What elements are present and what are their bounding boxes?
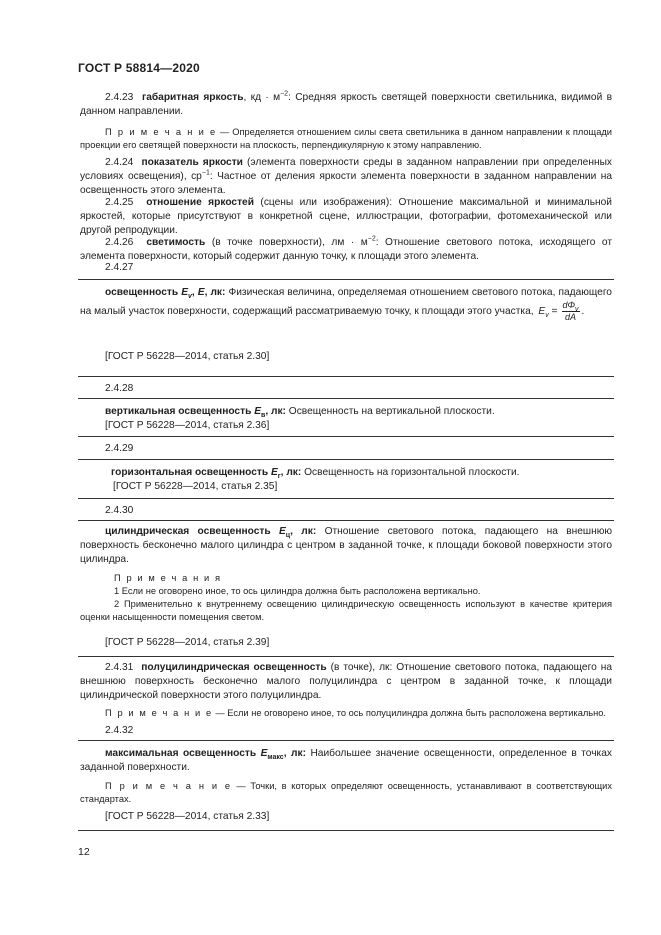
term-number: 2.4.30 <box>105 505 134 516</box>
term-2-4-29: горизонтальная освещенность $E_г$, лк: Освещенность на горизонтальной плоскости. <box>111 467 520 481</box>
term-2-4-23: 2.4.23 габаритная яркость, кд · $м^{-2}$: Средняя яркость светящей поверхности светильника, видимой в данном направлении. <box>80 90 612 117</box>
term-number: 2.4.27 <box>105 262 134 273</box>
term-box-2-4-28 <box>78 398 614 437</box>
term-2-4-26: 2.4.26 светимость (в точке поверхности), лм · $м^{-2}$: Отношение светового потока, исходящего от элемента поверхности, который содержит данную точку, к площади этого элемента. <box>80 235 612 262</box>
reference: [ГОСТ Р 56228—2014, статья 2.35] <box>113 481 278 492</box>
term-box-2-4-27 <box>78 279 614 377</box>
document-header: ГОСТ Р 58814—2020 <box>78 61 200 75</box>
page-number: 12 <box>78 846 90 858</box>
term-2-4-32: максимальная освещенность $E_{макс}$, лк: Наибольшее значение освещенности, определенное в точках заданной поверхности. <box>80 748 612 773</box>
term-number: 2.4.29 <box>105 443 134 454</box>
term-2-4-30: цилиндрическая освещенность $E_ц$, лк: Отношение светового потока, падающего на внешнюю поверхность бесконечно малого цилиндра с центром в заданной точке, к площади боковой поверхности этого цилиндра. <box>80 526 612 565</box>
term-2-4-25: 2.4.25 отношение яркостей (сцены или изображения): Отношение максимальной и минимальной яркостей, которые присутствуют в конкретной сцене, иллюстрации, фотографии, фотомеханической или другой репродукции. <box>80 197 612 236</box>
note-2-4-23: П р и м е ч а н и е — Определяется отношением силы света светильника в данном направлении к площади проекции его светящей поверхности на плоскость, перпендикулярную к этому направлению. <box>80 127 612 150</box>
formula-fraction: $\frac{d\Phi_v}{dA}$ <box>562 300 579 322</box>
note-2-4-32: П р и м е ч а н и е — Точки, в которых определяют освещенность, устанавливают в соответствующих стандартах. <box>80 781 612 804</box>
reference: [ГОСТ Р 56228—2014, статья 2.39] <box>105 637 270 648</box>
term-2-4-27: освещенность $E_v$, E, лк: Физическая величина, определяемая отношением светового потока, падающего на малый участок поверхности, содержащий рассматриваемую точку, к площади этого участка, $E_v$ = $\frac{d\Phi_v}{dA}$ . <box>80 287 612 322</box>
reference: [ГОСТ Р 56228—2014, статья 2.33] <box>105 811 270 822</box>
note-item: 1 Если не оговорено иное, то ось цилиндра должна быть расположена вертикально. <box>114 586 481 596</box>
note-2-4-31: П р и м е ч а н и е — Если не оговорено иное, то ось полуцилиндра должна быть расположена вертикально. <box>105 708 607 718</box>
reference: [ГОСТ Р 56228—2014, статья 2.36] <box>105 420 270 431</box>
reference: [ГОСТ Р 56228—2014, статья 2.30] <box>105 351 270 362</box>
term-number: 2.4.28 <box>105 383 134 394</box>
note-item: 2 Применительно к внутреннему освещению цилиндрическую освещенность используют в качестве критерия оценки насыщенности помещения светом. <box>80 599 612 622</box>
term-box-2-4-29 <box>78 459 614 499</box>
term-box-2-4-30 <box>78 520 614 657</box>
term-2-4-28: вертикальная освещенность $E_в$, лк: Освещенность на вертикальной плоскости. <box>105 406 495 420</box>
term-box-2-4-32 <box>78 740 614 831</box>
term-2-4-24: 2.4.24 показатель яркости (элемента поверхности среды в заданном направлении при определенных условиях освещения), $ср^{-1}$: Частное от деления яркости элемента поверхности в заданном направлении на освещенность этого элемента. <box>80 157 612 196</box>
term-2-4-31: 2.4.31 полуцилиндрическая освещенность (в точке), лк: Отношение светового потока, падающего на внешнюю поверхность бесконечно малого полуцилиндра с центром в заданной точке, к площади цилиндрической поверхности этого полуцилиндра. <box>80 662 612 701</box>
notes-label: П р и м е ч а н и я <box>114 573 222 583</box>
term-number: 2.4.32 <box>105 725 134 736</box>
formula: $E_v$ = <box>538 305 558 319</box>
